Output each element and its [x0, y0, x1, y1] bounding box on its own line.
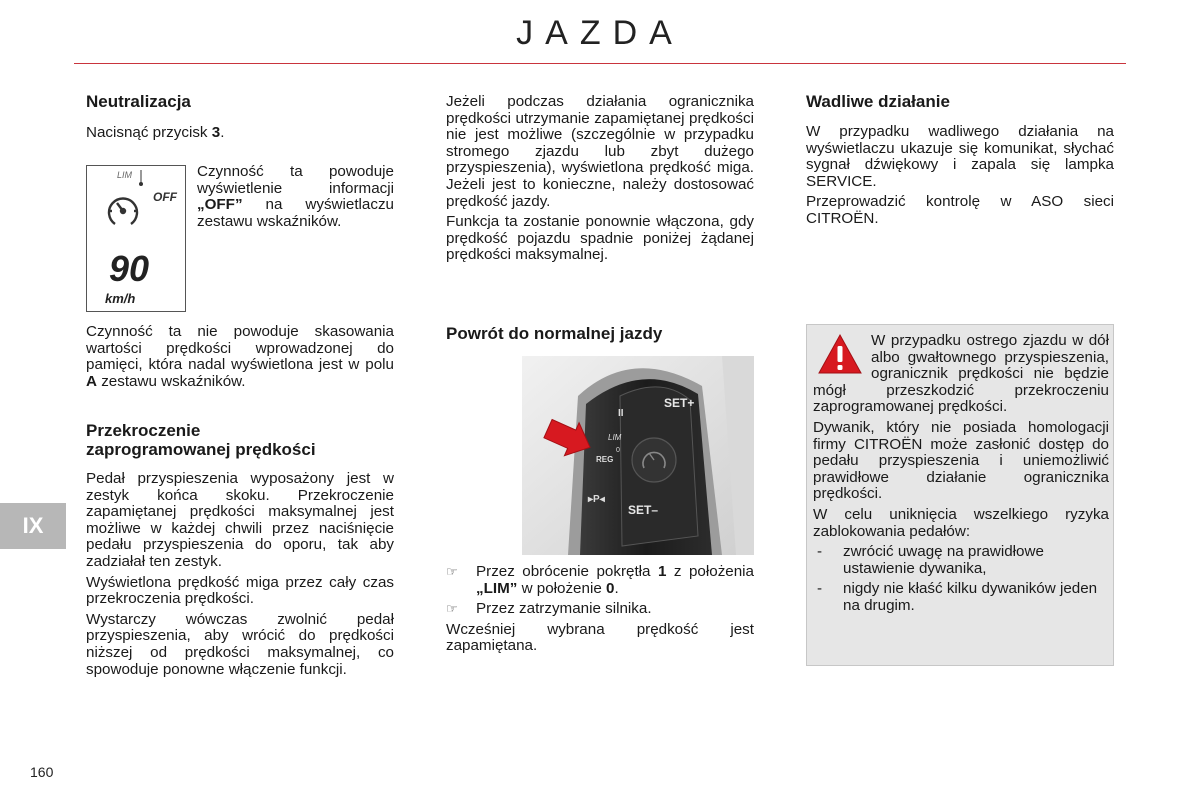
- set-plus-label: SET+: [664, 396, 695, 410]
- page-number: 160: [30, 764, 54, 780]
- header-divider: [74, 63, 1126, 64]
- display-speed-value: 90: [109, 248, 150, 289]
- section-heading-wadliwe: Wadliwe działanie: [806, 92, 950, 111]
- control-stalk-photo: [522, 356, 754, 555]
- hand-pointer-icon: ☞: [446, 601, 458, 617]
- display-off-label: OFF: [153, 190, 177, 204]
- memory-button-label: ▸P◂: [588, 494, 605, 505]
- paragraph-release-pedal: Wystarczy wówczas zwolnić pedał przyspieszenia, aby wrócić do prędkości niższej od prędkości maksymalnej, co spowoduje ponowne włączenie funkcji.: [86, 610, 394, 678]
- paragraph-speed-memorised: Wcześniej wybrana prędkość jest zapamiętana.: [446, 620, 754, 655]
- list-item: - nigdy nie kłaść kilku dywaników jeden na drugim.: [817, 580, 1098, 614]
- instrument-display-illustration: [86, 165, 186, 312]
- overrun-text-block: [86, 471, 394, 682]
- set-minus-label: SET–: [628, 503, 659, 517]
- section-heading-przekroczenie: Przekroczenie zaprogramowanej prędkości: [86, 421, 316, 459]
- warning-box: [806, 324, 1114, 666]
- speed-limiter-icon: [109, 199, 137, 224]
- malfunction-text-block: [806, 124, 1114, 232]
- reg-label: REG: [596, 455, 614, 464]
- pause-label: II: [618, 408, 624, 419]
- hand-pointer-icon: ☞: [446, 564, 458, 579]
- limiter-text-block: [446, 94, 754, 268]
- list-item: ☞ Przez obrócenie pokrętła 1 z położenia „LIM” w położenie 0.: [446, 563, 754, 597]
- paragraph-malfunction: W przypadku wadliwego działania na wyświetlaczu ukazuje się komunikat, słychać sygnał dźwiękowy i zapala się lampka SERVICE.: [806, 123, 1114, 190]
- speedometer-illustration: [87, 166, 187, 313]
- cruise-control-stalk-illustration: [522, 356, 754, 555]
- paragraph-display-off: Czynność ta powoduje wyświetlenie informacji „OFF” na wyświetlaczu zestawu wskaźników.: [197, 163, 394, 230]
- list-item: ☞ Przez zatrzymanie silnika.: [446, 600, 652, 618]
- section-heading-powrot: Powrót do normalnej jazdy: [446, 324, 663, 343]
- paragraph-warning-mat: Dywanik, który nie posiada homologacji firmy CITROËN może zasłonić dostęp do pedału przyspieszenia i uniemożliwić prawidłowe działanie ogranicznika prędkości.: [813, 418, 1109, 503]
- section-heading-neutralizacja: Neutralizacja: [86, 92, 191, 111]
- paragraph-speed-flashes: Wyświetlona prędkość miga przez cały czas przekroczenia prędkości.: [86, 573, 394, 608]
- zero-label: 0: [616, 447, 620, 454]
- chapter-tab: IX: [0, 503, 66, 549]
- display-speed-unit: km/h: [105, 291, 136, 306]
- paragraph-warning-risk: W celu uniknięcia wszelkiego ryzyka zablokowania pedałów:: [813, 505, 1109, 540]
- lim-label: LIM: [608, 433, 622, 442]
- list-item: - zwrócić uwagę na prawidłowe ustawienie dywanika,: [817, 543, 1044, 577]
- paragraph-speed-not-held: Jeżeli podczas działania ogranicznika prędkości utrzymanie zapamiętanej prędkości nie jest możliwe (szczególnie w przypadku stromego zjazdu lub zbyt dużego przyspieszenia), wyświetlona prędkość miga. Jeżeli jest to konieczne, należy dostosować prędkość jazdy.: [446, 93, 754, 210]
- paragraph-press-button: Nacisnąć przycisk 3.: [86, 124, 225, 141]
- paragraph-function-resumes: Funkcja ta zostanie ponownie włączona, gdy prędkość pojazdu spadnie poniżej żądanej prędkości maksymalnej.: [446, 213, 754, 264]
- return-methods-block: [446, 564, 754, 659]
- paragraph-warning-downhill: W przypadku ostrego zjazdu w dół albo gwałtownego przyspieszenia, ogranicznik prędkości nie będzie mógł przeszkodzić przekroczeniu zaprogramowanej prędkości.: [813, 332, 1109, 416]
- page-title: JAZDA: [516, 14, 684, 52]
- paragraph-kickdown: Pedał przyspieszenia wyposażony jest w zestyk końca skoku. Przekroczenie zapamiętanej prędkości maksymalnej jest możliwe w każdej chwili przez naciśnięcie pedału przyspieszenia do oporu, tak aby zadziałał ten zestyk.: [86, 470, 394, 570]
- display-lim-label: LIM: [117, 170, 133, 180]
- paragraph-no-cancel: Czynność ta nie powoduje skasowania wartości prędkości wprowadzonej do pamięci, która nadal wyświetlona jest w polu A zestawu wskaźników.: [86, 323, 394, 390]
- paragraph-dealer-check: Przeprowadzić kontrolę w ASO sieci CITROËN.: [806, 193, 1114, 227]
